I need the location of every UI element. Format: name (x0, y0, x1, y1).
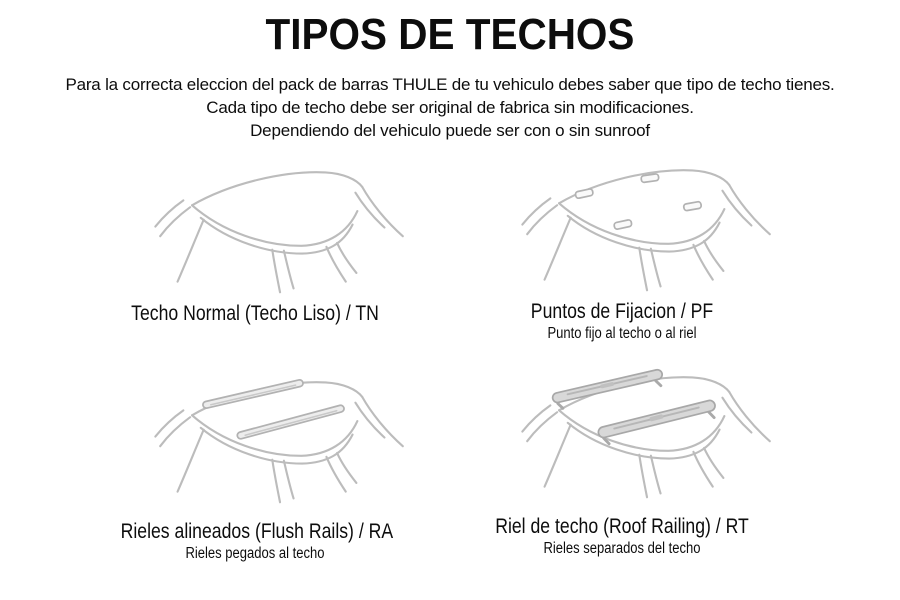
intro-line-3: Dependiendo del vehiculo puede ser con o sin sunroof (250, 121, 650, 140)
flush-rails-roof-illustration (136, 365, 426, 510)
roof-type-label-pf: Puntos de Fijacion / PF (530, 300, 714, 323)
raised-rails (552, 369, 718, 446)
roof-type-cell-rt (462, 360, 782, 557)
roof-type-cell-pf (462, 153, 782, 342)
roof-type-sublabel-pf: Punto fijo al techo o al riel (547, 325, 697, 342)
roof-type-sublabel-rt: Rieles separados del techo (543, 540, 701, 557)
intro-line-1: Para la correcta eleccion del pack de barras THULE de tu vehiculo debes saber que tipo de techo tienes. (65, 75, 835, 94)
roof-type-label-tn: Techo Normal (Techo Liso) / TN (131, 302, 379, 325)
roof-type-cell-tn (95, 155, 415, 325)
raised-railing-roof-illustration (503, 360, 793, 505)
fixpoint-roof-illustration (503, 153, 793, 298)
fixation-points (575, 174, 702, 230)
roof-type-label-ra: Rieles alineados (Flush Rails) / RA (120, 520, 394, 543)
roof-type-label-rt: Riel de techo (Roof Railing) / RT (495, 515, 749, 538)
page-title: TIPOS DE TECHOS (265, 10, 635, 59)
intro-text (0, 73, 900, 142)
roof-type-sublabel-ra: Rieles pegados al techo (185, 545, 325, 562)
roof-type-cell-ra (95, 365, 415, 562)
intro-line-2: Cada tipo de techo debe ser original de fabrica sin modificaciones. (206, 98, 694, 117)
smooth-roof-illustration (136, 155, 426, 300)
flush-rails (202, 379, 344, 439)
